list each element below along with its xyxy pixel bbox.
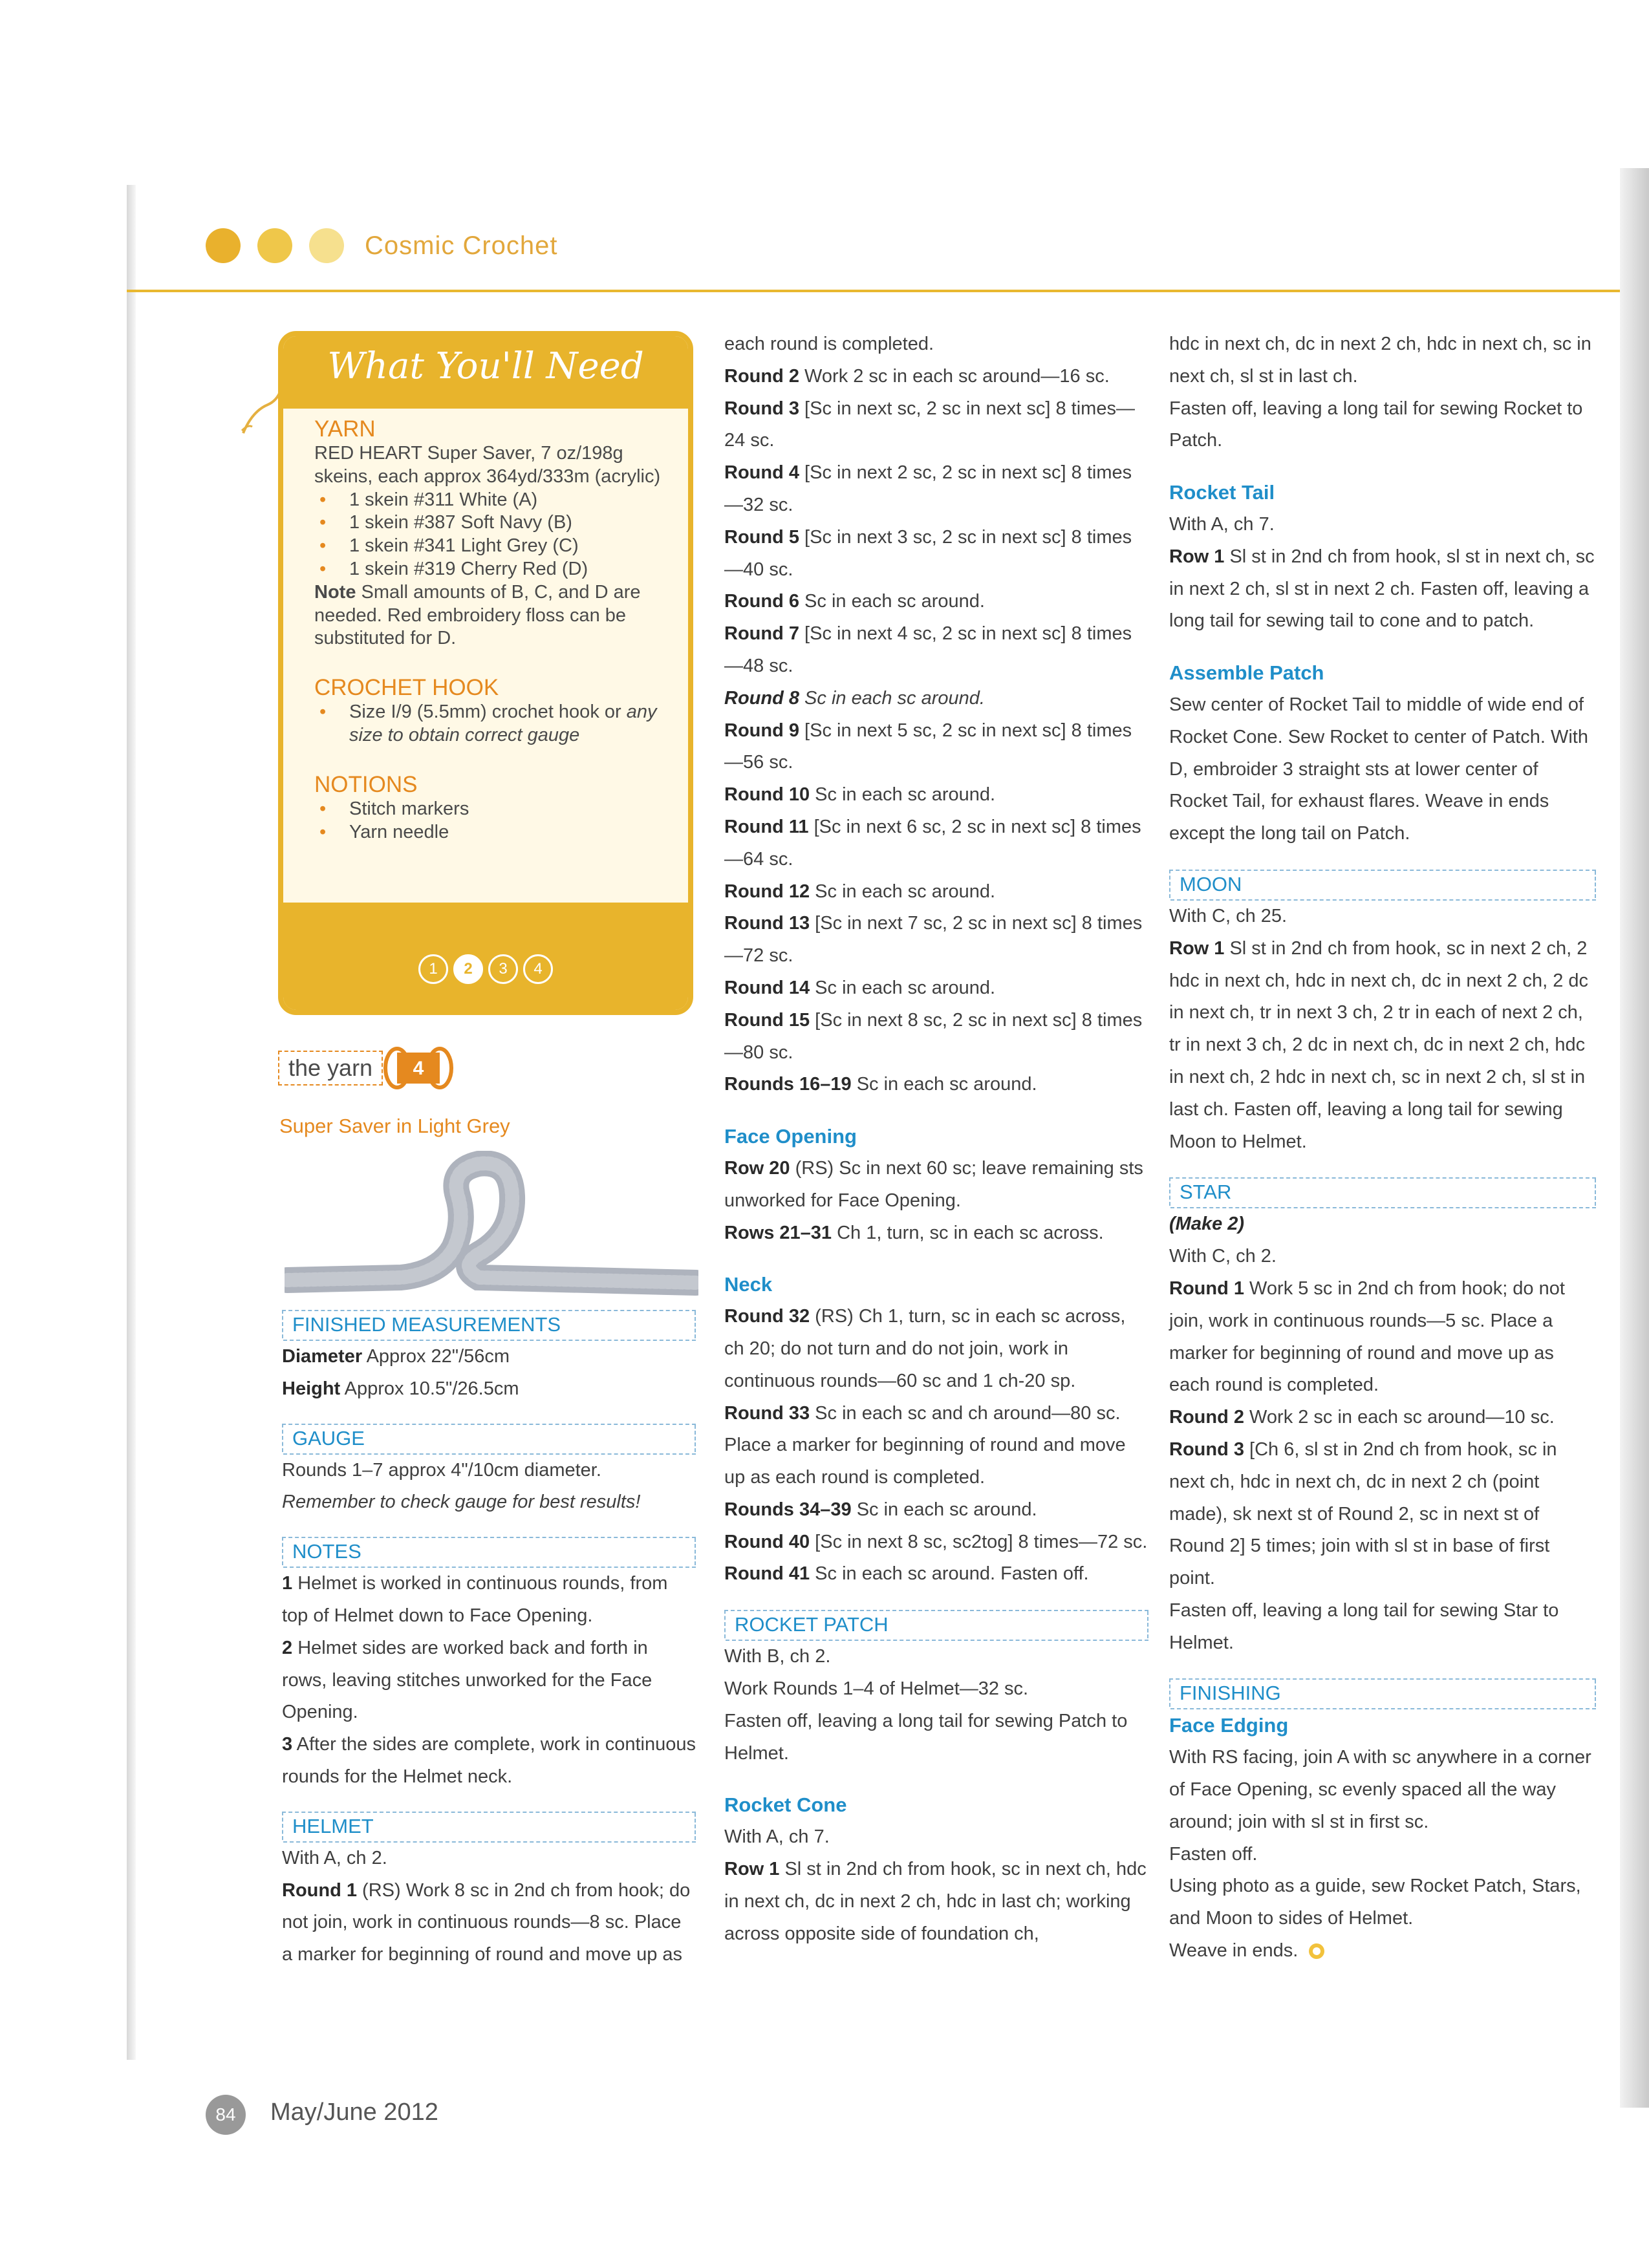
finishing-heading: [1169, 1678, 1596, 1707]
yarn-description: RED HEART Super Saver, 7 oz/198g skeins, each approx 364yd/333m (acrylic): [314, 443, 661, 487]
star-round-3: [1169, 1434, 1596, 1595]
round-line: [724, 683, 1148, 715]
header-dot-2: [257, 228, 292, 263]
height-line: [282, 1373, 696, 1406]
note-number: 2: [282, 1637, 293, 1658]
row-label: Row 1: [1169, 937, 1225, 959]
cone-continued: hdc in next ch, dc in next 2 ch, hdc in next ch, sc in next ch, sl st in last ch.: [1169, 334, 1591, 387]
round-text: Sc in each sc around.: [799, 687, 985, 709]
gauge-reminder: [282, 1486, 696, 1519]
round-41: [724, 1558, 1148, 1590]
yarn-item: • 1 skein #319 Cherry Red (D): [314, 558, 676, 581]
patch-start: With B, ch 2.: [724, 1646, 831, 1667]
round-line: [724, 618, 1148, 683]
notions-heading: NOTIONS: [314, 771, 418, 797]
assemble-text: Sew center of Rocket Tail to middle of wide end of Rocket Cone. Sew Rocket to center of Patch. With D, embroider 3 straight sts at lower center of Rocket Tail, for exhaust flares. Weave in ends except the long tail on Patch.: [1169, 694, 1588, 844]
star-make: [1169, 1208, 1596, 1241]
round-label: Round 7: [724, 623, 799, 645]
note-text: Helmet is worked in continuous rounds, from top of Helmet down to Face Opening.: [282, 1573, 668, 1626]
round-text: Sc in each sc around. Fasten off.: [810, 1563, 1089, 1585]
gauge-reminder-text: Remember to check gauge for best results!: [282, 1492, 641, 1513]
helmet-heading: [282, 1812, 696, 1840]
skill-level-circle-active: 2: [453, 954, 483, 984]
page-edge-shadow: [1620, 168, 1649, 2108]
patch-rounds: Work Rounds 1–4 of Helmet—32 sc.: [724, 1678, 1029, 1700]
yarn-item: • 1 skein #341 Light Grey (C): [314, 535, 676, 558]
rounds-34-39: [724, 1494, 1148, 1526]
round-label: Round 10: [724, 784, 810, 806]
round-label: Round 33: [724, 1402, 810, 1424]
star-make-text: (Make 2): [1169, 1214, 1245, 1235]
helmet-label: HELMET: [292, 1814, 374, 1837]
height-value: Approx 10.5"/26.5cm: [340, 1378, 519, 1399]
end-mark-icon: [1307, 1942, 1326, 1961]
round-label: Rounds 34–39: [724, 1499, 852, 1520]
round-line: [724, 361, 1148, 393]
round-text: [Sc in next 8 sc, 2 sc in next sc] 8 times—80 sc.: [724, 1009, 1143, 1063]
round-line: [724, 1069, 1148, 1101]
round-text: Sc in each sc around.: [810, 784, 996, 806]
edging-text: With RS facing, join A with sc anywhere in a corner of Face Opening, sc evenly spaced all the way around; join with sl st in first sc.: [1169, 1747, 1591, 1832]
column-3: [1169, 328, 1596, 1967]
round-label: Round 8: [724, 687, 799, 709]
round-label: Round 4: [724, 462, 799, 484]
yarn-tag-label: the yarn: [278, 1051, 383, 1086]
star-fasten: Fasten off, leaving a long tail for sewing Star to Helmet.: [1169, 1599, 1559, 1653]
yarn-weight-number: 4: [413, 1058, 424, 1079]
row-label: Row 1: [724, 1859, 780, 1880]
rocket-tail-heading: Rocket Tail: [1169, 481, 1275, 504]
patch-fasten: Fasten off, leaving a long tail for sewing Patch to Helmet.: [724, 1710, 1128, 1764]
round-label: Round 5: [724, 526, 799, 548]
round-label: Round 15: [724, 1009, 810, 1031]
round-text: (RS) Work 8 sc in 2nd ch from hook; do not join, work in continuous rounds—8 sc. Place a marker for beginning of round and move up as: [282, 1879, 691, 1965]
helmet-round-1: [282, 1875, 696, 1971]
round-label: Round 6: [724, 591, 799, 612]
diameter-label: Diameter: [282, 1346, 363, 1367]
round-label: Round 2: [724, 365, 799, 387]
skill-level: [283, 954, 688, 984]
neck-heading: Neck: [724, 1273, 773, 1296]
round-label: Round 3: [724, 398, 799, 419]
round-text: Sc in each sc and ch around—80 sc. Place a marker for beginning of round and move up as each round is completed.: [724, 1402, 1126, 1488]
notions-item: • Stitch markers: [314, 798, 676, 821]
row-text: Ch 1, turn, sc in each sc across.: [832, 1222, 1104, 1243]
moon-label: MOON: [1180, 872, 1242, 895]
round-label: Round 13: [724, 913, 810, 934]
round-text: [Sc in next 8 sc, sc2tog] 8 times—72 sc.: [810, 1531, 1148, 1552]
page-fold-shadow: [127, 185, 136, 2060]
round-line: [724, 876, 1148, 908]
star-round-1: [1169, 1273, 1596, 1402]
round-label: Round 1: [1169, 1278, 1244, 1299]
round-label: Round 32: [724, 1306, 810, 1327]
round-text: [Sc in next 6 sc, 2 sc in next sc] 8 times—64 sc.: [724, 816, 1141, 870]
tail-row-1: [1169, 541, 1596, 637]
materials-content: [314, 412, 676, 844]
round-label: Round 1: [282, 1879, 357, 1901]
star-start: With C, ch 2.: [1169, 1246, 1277, 1267]
diameter-line: [282, 1341, 696, 1373]
skill-level-circle: 4: [523, 954, 553, 984]
round-label: Round 11: [724, 816, 809, 837]
round-text: Work 2 sc in each sc around—10 sc.: [1244, 1407, 1555, 1428]
round-line: [724, 457, 1148, 522]
tail-start: With A, ch 7.: [1169, 513, 1275, 535]
row-text: (RS) Sc in next 60 sc; leave remaining sts unworked for Face Opening.: [724, 1157, 1143, 1211]
round-line: [724, 586, 1148, 618]
note-text: Small amounts of B, C, and D are needed. Red embroidery floss can be substituted for D.: [314, 581, 641, 649]
gauge-text: Rounds 1–7 approx 4"/10cm diameter.: [282, 1459, 601, 1481]
note-2: [282, 1632, 696, 1729]
note-number: 3: [282, 1734, 293, 1755]
round-text: [Sc in next 2 sc, 2 sc in next sc] 8 times—32 sc.: [724, 462, 1132, 515]
issue-date: May/June 2012: [270, 2099, 438, 2126]
skill-level-bar: [283, 903, 688, 1010]
round-text: Work 5 sc in 2nd ch from hook; do not join, work in continuous rounds—5 sc. Place a marker for beginning of round and move up as each round is completed.: [1169, 1278, 1565, 1396]
notes-label: NOTES: [292, 1540, 361, 1563]
column-2: [724, 328, 1148, 1950]
diameter-value: Approx 22"/56cm: [362, 1346, 510, 1367]
hook-heading: CROCHET HOOK: [314, 675, 499, 701]
face-opening-heading: Face Opening: [724, 1125, 857, 1148]
weave-line: [1169, 1935, 1596, 1967]
round-text: [Sc in next 5 sc, 2 sc in next sc] 8 times—56 sc.: [724, 720, 1132, 773]
finished-measurements-heading: [282, 1310, 696, 1338]
rounds-list: [724, 361, 1148, 1101]
round-label: Round 2: [1169, 1407, 1244, 1428]
row-text: Sl st in 2nd ch from hook, sc in next 2 ch, 2 hdc in next ch, hdc in next ch, dc in next 2 ch, 2 dc in next ch, tr in next 3 ch, 2 tr in each of next 2 ch, tr in next 3 ch, 2 dc in next ch, dc in next 2 ch, hdc in next ch, 2 hdc in next ch, sc in next 2 ch, sl st in last ch. Fasten off, leaving a long tail for sewing Moon to Helmet.: [1169, 937, 1589, 1152]
round-40: [724, 1526, 1148, 1559]
cone-row-1: [724, 1854, 1148, 1950]
yarn-heading: YARN: [314, 416, 376, 442]
round-text: [Sc in next 7 sc, 2 sc in next sc] 8 times—72 sc.: [724, 913, 1143, 967]
helmet-start: With A, ch 2.: [282, 1847, 387, 1868]
moon-start: With C, ch 25.: [1169, 905, 1288, 926]
moon-row-1: [1169, 933, 1596, 1159]
materials-box: [278, 331, 693, 1015]
round-label: Round 40: [724, 1531, 810, 1552]
header-dot-3: [309, 228, 344, 263]
round-line: [724, 393, 1148, 458]
star-round-2: [1169, 1402, 1596, 1434]
rocket-patch-label: ROCKET PATCH: [735, 1613, 889, 1636]
row-label: Row 1: [1169, 546, 1225, 567]
round-text: [Ch 6, sl st in 2nd ch from hook, sc in next ch, hdc in next ch, dc in next 2 ch (point made), sk next st of Round 2, sc in next st of Round 2] 5 times; join with sl st in base of first point.: [1169, 1439, 1557, 1589]
round-label: Round 14: [724, 977, 810, 998]
round-label: Round 41: [724, 1563, 810, 1585]
notes-heading: [282, 1537, 696, 1565]
round-text: Sc in each sc around.: [810, 977, 996, 998]
round-label: Rounds 16–19: [724, 1074, 852, 1095]
rows-21-31: [724, 1217, 1148, 1250]
skill-level-circle: 1: [418, 954, 448, 984]
round-1-continued: each round is completed.: [724, 334, 934, 354]
yarn-caption: Super Saver in Light Grey: [279, 1115, 510, 1137]
assemble-patch-heading: Assemble Patch: [1169, 661, 1324, 685]
finishing-label: FINISHING: [1180, 1682, 1281, 1705]
edging-fasten: Fasten off.: [1169, 1843, 1258, 1865]
round-text: [Sc in next 3 sc, 2 sc in next sc] 8 times—40 sc.: [724, 526, 1132, 580]
round-label: Round 12: [724, 881, 810, 902]
skill-level-circle: 3: [488, 954, 518, 984]
cone-fasten: Fasten off, leaving a long tail for sewing Rocket to Patch.: [1169, 398, 1583, 451]
section-title: Cosmic Crochet: [365, 231, 558, 260]
round-text: Sc in each sc around.: [851, 1074, 1037, 1095]
finished-measurements-label: FINISHED MEASUREMENTS: [292, 1313, 561, 1336]
yarn-note: [314, 581, 676, 650]
rocket-cone-heading: Rocket Cone: [724, 1793, 847, 1817]
round-text: [Sc in next 4 sc, 2 sc in next sc] 8 times—48 sc.: [724, 623, 1132, 676]
hook-item: [314, 701, 676, 747]
row-label: Rows 21–31: [724, 1222, 832, 1243]
row-label: Row 20: [724, 1157, 790, 1179]
round-text: Sc in each sc around.: [799, 591, 985, 612]
column-1: [282, 1310, 696, 1971]
round-line: [724, 1005, 1148, 1069]
round-line: [724, 779, 1148, 811]
notions-item: • Yarn needle: [314, 821, 676, 844]
note-3: [282, 1729, 696, 1793]
cone-start: With A, ch 7.: [724, 1826, 830, 1848]
note-text: After the sides are complete, work in continuous rounds for the Helmet neck.: [282, 1734, 696, 1787]
header-dot-1: [206, 228, 241, 263]
round-32: [724, 1301, 1148, 1397]
yarn-photo: [285, 1151, 698, 1300]
gauge-heading: [282, 1424, 696, 1452]
hook-text: Size I/9 (5.5mm) crochet hook or: [349, 701, 627, 723]
weave-text: Weave in ends.: [1169, 1940, 1299, 1962]
star-label: STAR: [1180, 1181, 1232, 1204]
row-20: [724, 1153, 1148, 1217]
round-text: [Sc in next sc, 2 sc in next sc] 8 times—24 sc.: [724, 398, 1135, 451]
round-line: [724, 811, 1148, 876]
round-line: [724, 715, 1148, 780]
height-label: Height: [282, 1378, 341, 1399]
round-label: Round 9: [724, 720, 799, 741]
round-label: Round 3: [1169, 1439, 1244, 1460]
yarn-item: • 1 skein #387 Soft Navy (B): [314, 511, 676, 535]
yarn-tag: [278, 1043, 454, 1093]
row-text: Sl st in 2nd ch from hook, sl st in next ch, sc in next 2 ch, sl st in next 2 ch. Fasten off, leaving a long tail for sewing tail to cone and to patch.: [1169, 546, 1595, 632]
note-label: Note: [314, 581, 356, 603]
round-line: [724, 908, 1148, 972]
gauge-label: GAUGE: [292, 1426, 365, 1450]
round-line: [724, 972, 1148, 1005]
round-text: Sc in each sc around.: [810, 881, 996, 902]
round-33: [724, 1398, 1148, 1494]
row-text: Sl st in 2nd ch from hook, sc in next ch, hdc in next ch, dc in next 2 ch, hdc in last ch; working across opposite side of foundation ch,: [724, 1859, 1147, 1944]
edging-photo-guide: Using photo as a guide, sew Rocket Patch, Stars, and Moon to sides of Helmet.: [1169, 1876, 1581, 1929]
round-line: [724, 522, 1148, 586]
header-rule: [127, 290, 1620, 292]
note-number: 1: [282, 1573, 293, 1594]
face-edging-heading: Face Edging: [1169, 1714, 1289, 1737]
round-text: Work 2 sc in each sc around—16 sc.: [799, 365, 1110, 387]
yarn-item: • 1 skein #311 White (A): [314, 489, 676, 512]
moon-heading: [1169, 870, 1596, 898]
hook-text-italic: any size to obtain correct gauge: [349, 701, 657, 745]
rocket-patch-heading: [724, 1610, 1148, 1638]
star-heading: [1169, 1177, 1596, 1206]
section-header: [206, 223, 558, 268]
materials-title: What You'll Need: [327, 345, 644, 387]
yarn-weight-icon: [383, 1043, 454, 1093]
note-1: [282, 1568, 696, 1632]
round-text: (RS) Ch 1, turn, sc in each sc across, ch 20; do not turn and do not join, work in continuous rounds—60 sc and 1 ch-20 sp.: [724, 1306, 1126, 1391]
round-text: Sc in each sc around.: [851, 1499, 1037, 1520]
note-text: Helmet sides are worked back and forth in rows, leaving stitches unworked for the Face Opening.: [282, 1637, 652, 1723]
page-number: 84: [206, 2095, 246, 2135]
